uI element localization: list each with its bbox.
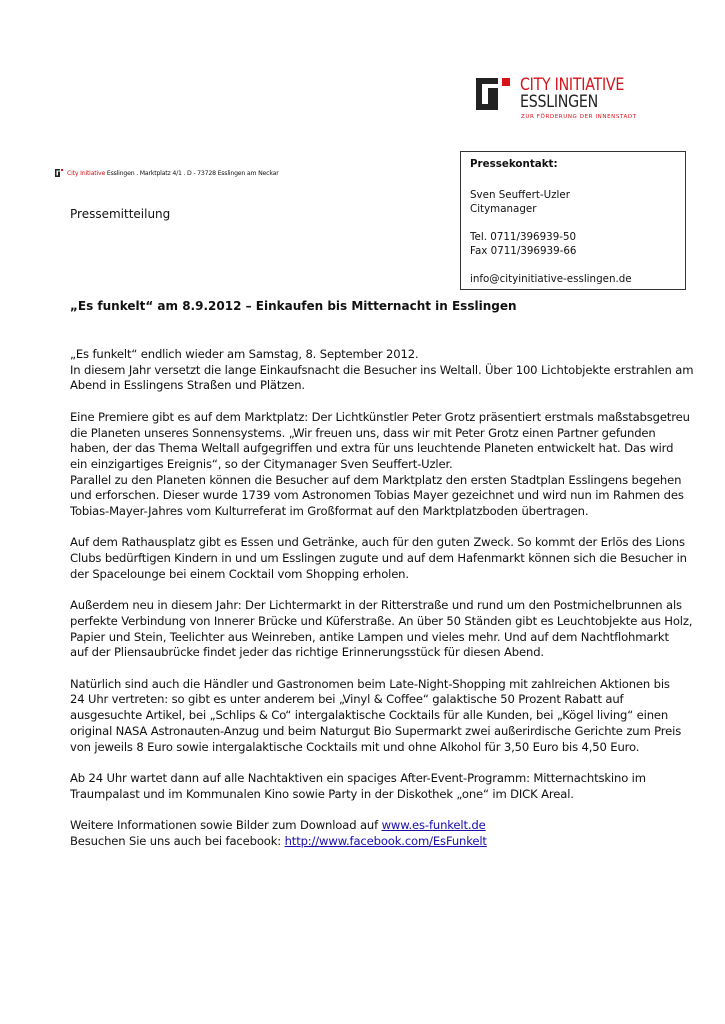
small-logo-icon [55,169,63,177]
text-line: Abend in Esslingens Straßen und Plätzen. [70,378,305,393]
logo [476,76,646,124]
text-line [70,818,670,834]
text-line: Tobias-Mayer-Jahres vom Kulturreferat im Großformat auf den Marktplatzboden übertragen. [70,504,589,519]
sender-address: Esslingen . Marktplatz 4/1 . D - 73728 Esslingen am Neckar [105,170,279,177]
paragraph [70,347,694,394]
logo-title-line2: ESSLINGEN [520,92,598,111]
paragraph [70,535,687,582]
press-release-headline: „Es funkelt“ am 8.9.2012 – Einkaufen bis Mitternacht in Esslingen [70,299,517,313]
text-line: der Spacelounge bei einem Cocktail vom Shopping erholen. [70,566,409,581]
paragraph [70,676,682,756]
text-line: Außerdem neu in diesem Jahr: Der Lichtermarkt in der Ritterstraße und rund um den Postmichelbrunnen als [70,598,682,613]
contact-name: Sven Seuffert-Uzler [470,188,570,201]
text-line: perfekte Verbindung von Innerer Brücke und Küferstraße. An über 50 Ständen gibt es Leuchtobjekte aus Holz, [70,613,693,628]
text-line: haben, der das Thema Weltall aufgegriffen und extra für uns leuchtende Planeten entwickelt hat. Das wird [70,441,674,456]
contact-tel: Tel. 0711/396939-50 [470,230,577,243]
sender-address-line [55,168,279,180]
footer-paragraph [70,818,670,849]
paragraph [70,598,693,661]
facebook-link[interactable]: http://www.facebook.com/EsFunkelt [284,833,487,848]
contact-fax: Fax 0711/396939-66 [470,245,577,257]
city-initiative-logo-icon [476,78,512,110]
text-line: Papier und Stein, Teelichter aus Weinreben, antike Lampen und vieles mehr. Und auf dem Nachtflohmarkt [70,629,669,644]
download-info-text: Weitere Informationen sowie Bilder zum Download auf [70,818,382,832]
text-line: und erforschen. Dieser wurde 1739 vom Astronomen Tobias Mayer gezeichnet und wird nun im Rahmen des [70,488,684,503]
website-link[interactable]: www.es-funkelt.de [381,818,486,832]
text-line: 24 Uhr vertreten: so gibt es unter anderem bei „Vinyl & Coffee“ galaktische 50 Prozent Rabatt auf [70,692,624,707]
text-line: von jeweils 8 Euro sowie intergalaktische Cocktails mit und ohne Alkohol für 3,50 Euro bis 4,50 Euro. [70,739,640,754]
text-line: original NASA Astronauten-Anzug und beim Naturgut Bio Supermarkt zwei außerirdische Gerichte zum Preis [70,723,682,738]
contact-email: info@cityinitiative-esslingen.de [470,272,632,285]
press-release-body [70,347,694,865]
paragraph [70,409,690,520]
text-line: Parallel zu den Planeten können die Besucher auf dem Marktplatz den ersten Stadtplan Esslingens begehen [70,472,682,487]
text-line: Traumpalast und im Kommunalen Kino sowie Party in der Diskothek „one“ im DICK Areal. [70,786,574,801]
contact-heading: Pressekontakt: [470,158,558,170]
text-line: „Es funkelt“ endlich wieder am Samstag, 8. September 2012. [70,347,419,361]
sender-brand: City Initiative [67,170,106,177]
text-line: Eine Premiere gibt es auf dem Marktplatz: Der Lichtkünstler Peter Grotz präsentiert erstmals maßstabsgetreu [70,409,690,424]
text-line: Ab 24 Uhr wartet dann auf alle Nachtaktiven ein spaciges After-Event-Programm: Mitternachtskino im [70,770,646,785]
text-line: auf der Pliensaubrücke findet jeder das richtige Erinnerungsstück für diesen Abend. [70,645,544,660]
text-line [70,834,670,850]
press-contact-box [460,151,686,290]
document-type-label: Pressemitteilung [70,207,171,221]
text-line: Auf dem Rathausplatz gibt es Essen und Getränke, auch für den guten Zweck. So kommt der Erlös des Lions [70,535,685,550]
text-line: Clubs bedürftigen Kindern in und um Esslingen zugute und auf dem Hafenmarkt können sich die Besucher in [70,551,687,566]
contact-role: Citymanager [470,203,537,215]
text-line: die Planeten unseres Sonnensystems. „Wir freuen uns, dass wir mit Peter Grotz einen Partner gefunden [70,425,656,440]
text-line: In diesem Jahr versetzt die lange Einkaufsnacht die Besucher ins Weltall. Über 100 Lichtobjekte erstrahlen am [70,362,694,377]
facebook-info-text: Besuchen Sie uns auch bei facebook: [70,833,285,848]
text-line: Natürlich sind auch die Händler und Gastronomen beim Late-Night-Shopping mit zahlreichen Aktionen bis [70,676,670,691]
logo-tagline: ZUR FÖRDERUNG DER INNENSTADT [521,114,637,120]
logo-title-line1: CITY INITIATIVE [520,75,625,94]
text-line: ausgesuchte Artikel, bei „Schlips & Co“ intergalaktische Cocktails für alle Kunden, bei „Kögel living“ einen [70,708,669,723]
paragraph [70,771,670,802]
text-line: ein einzigartiges Ereignis“, so der Citymanager Sven Seuffert-Uzler. [70,456,453,471]
